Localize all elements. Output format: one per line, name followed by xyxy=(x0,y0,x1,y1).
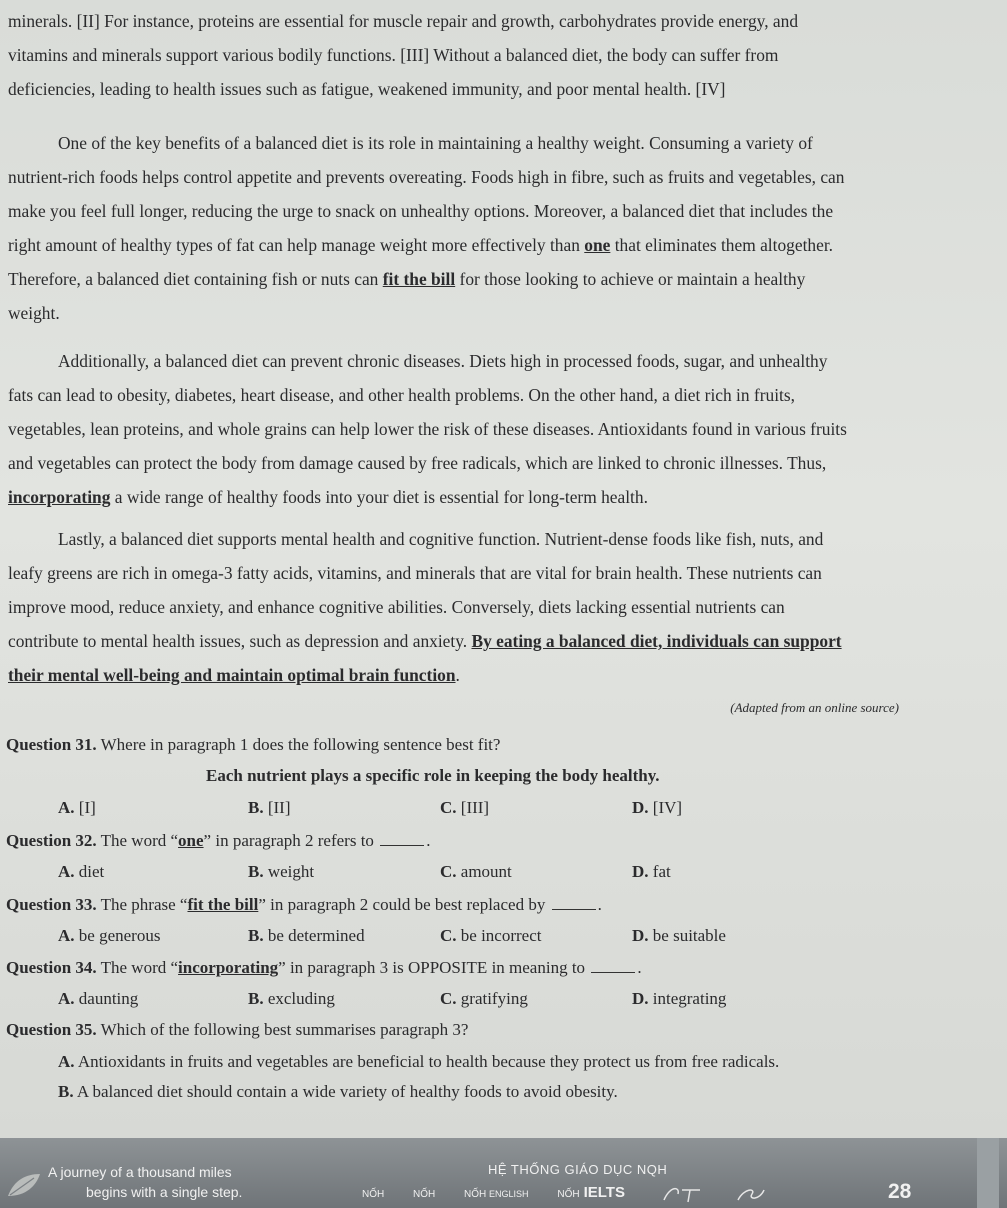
option-c[interactable]: C. [III] xyxy=(440,798,490,817)
option-d[interactable]: D. be suitable xyxy=(632,926,726,945)
answer-blank xyxy=(552,909,596,910)
text-line: vitamins and minerals support various bodily functions. [III] Without a balanced diet, the body can suffer from xyxy=(8,45,779,65)
underlined-sentence: their mental well-being and maintain optimal brain function xyxy=(8,665,456,685)
answer-blank xyxy=(380,845,424,846)
brand-logo-ielts: NỐH IELTS xyxy=(557,1184,625,1201)
option-a[interactable]: A. daunting xyxy=(58,989,139,1008)
option-d[interactable]: D. [IV] xyxy=(632,798,683,817)
footer-edge-bar xyxy=(977,1138,999,1208)
option-b[interactable]: B. A balanced diet should contain a wide variety of healthy foods to avoid obesity. xyxy=(58,1082,618,1101)
text-line: Lastly, a balanced diet supports mental health and cognitive function. Nutrient-dense foods like fish, nuts, and xyxy=(58,529,824,549)
text-line: Additionally, a balanced diet can prevent chronic diseases. Diets high in processed foods, sugar, and unhealthy xyxy=(58,351,828,371)
underlined-phrase-fit-the-bill: fit the bill xyxy=(382,269,456,289)
question-34: Question 34. The word “incorporating” in paragraph 3 is OPPOSITE in meaning to . xyxy=(6,958,642,977)
question-text: Which of the following best summarises paragraph 3? xyxy=(96,1020,469,1039)
paragraph-1 xyxy=(8,4,930,106)
text-line: fats can lead to obesity, diabetes, heart disease, and other health problems. On the other hand, a diet rich in fruits, xyxy=(8,385,795,405)
quoted-word: incorporating xyxy=(178,958,279,977)
text-line: nutrient-rich foods helps control appetite and prevents overeating. Foods high in fibre, such as fruits and vegetables, can xyxy=(8,167,845,187)
question-34-options xyxy=(58,989,958,1011)
text-line: Therefore, a balanced diet containing fish or nuts can xyxy=(8,269,383,289)
text-line: weight. xyxy=(8,303,60,323)
question-31-options xyxy=(58,798,958,820)
question-label: Question 32. xyxy=(6,831,97,850)
footer-motto xyxy=(48,1162,242,1202)
brand-logo-english: NỐH ENGLISH xyxy=(464,1189,529,1200)
question-33: Question 33. The phrase “fit the bill” in paragraph 2 could be best replaced by . xyxy=(6,895,602,914)
option-d[interactable]: D. fat xyxy=(632,862,671,881)
question-32: Question 32. The word “one” in paragraph 2 refers to . xyxy=(6,831,431,850)
option-c[interactable]: C. gratifying xyxy=(440,989,528,1008)
paragraph-3 xyxy=(8,344,930,514)
option-b[interactable]: B. excluding xyxy=(248,989,335,1008)
option-b[interactable]: B. weight xyxy=(248,862,315,881)
paragraph-4 xyxy=(8,522,930,692)
question-label: Question 35. xyxy=(6,1020,97,1039)
text-line: a wide range of healthy foods into your diet is essential for long-term health. xyxy=(110,487,648,507)
text-line: minerals. [II] For instance, proteins are essential for muscle repair and growth, carbohydrates provide energy, and xyxy=(8,11,799,31)
question-31 xyxy=(6,734,500,756)
text-line: contribute to mental health issues, such as depression and anxiety. xyxy=(8,631,472,651)
question-33-options xyxy=(58,926,958,948)
page-number: 28 xyxy=(888,1180,912,1203)
option-a[interactable]: A. Antioxidants in fruits and vegetables are beneficial to health because they protect us from free radicals. xyxy=(58,1052,780,1071)
option-b[interactable]: B. be determined xyxy=(248,926,365,945)
footer-banner xyxy=(0,1138,1007,1208)
underlined-word-one: one xyxy=(584,235,611,255)
option-c[interactable]: C. amount xyxy=(440,862,512,881)
text-line: deficiencies, leading to health issues such as fatigue, weakened immunity, and poor mental health. [IV] xyxy=(8,79,726,99)
question-32-options xyxy=(58,862,958,884)
question-35 xyxy=(6,1019,468,1041)
question-label: Question 34. xyxy=(6,958,97,977)
text-line: improve mood, reduce anxiety, and enhance cognitive abilities. Conversely, diets lacking essential nutrients can xyxy=(8,597,785,617)
quoted-phrase: fit the bill xyxy=(187,895,259,914)
question-label: Question 31. xyxy=(6,735,97,754)
text-line: vegetables, lean proteins, and whole grains can help lower the risk of these diseases. Antioxidants found in various fruits xyxy=(8,419,847,439)
text-line: leafy greens are rich in omega-3 fatty acids, vitamins, and minerals that are vital for brain health. These nutrients can xyxy=(8,563,822,583)
source-note: (Adapted from an online source) xyxy=(730,700,899,715)
underlined-sentence: By eating a balanced diet, individuals can support xyxy=(471,631,842,651)
answer-blank xyxy=(591,972,635,973)
option-a[interactable]: A. [I] xyxy=(58,798,96,817)
option-d[interactable]: D. integrating xyxy=(632,989,727,1008)
motto-line: begins with a single step. xyxy=(86,1184,243,1200)
option-c[interactable]: C. be incorrect xyxy=(440,926,542,945)
brand-logo: NỐH xyxy=(362,1189,385,1200)
tutor-logo-icon xyxy=(660,1182,780,1204)
motto-line: A journey of a thousand miles xyxy=(48,1164,232,1180)
underlined-word-incorporating: incorporating xyxy=(8,487,111,507)
question-31-sentence: Each nutrient plays a specific role in keeping the body healthy. xyxy=(206,766,660,785)
question-label: Question 33. xyxy=(6,895,97,914)
option-a[interactable]: A. diet xyxy=(58,862,105,881)
text-line: make you feel full longer, reducing the urge to snack on unhealthy options. Moreover, a balanced diet that includes the xyxy=(8,201,834,221)
brand-logo: NỐH xyxy=(413,1189,436,1200)
paragraph-2 xyxy=(8,126,930,330)
option-b[interactable]: B. [II] xyxy=(248,798,291,817)
text-line: for those looking to achieve or maintain a healthy xyxy=(455,269,806,289)
text-line: One of the key benefits of a balanced diet is its role in maintaining a healthy weight. Consuming a variety of xyxy=(58,133,813,153)
text-line: and vegetables can protect the body from damage caused by free radicals, which are linked to chronic illnesses. Thus, xyxy=(8,453,827,473)
text-line: . xyxy=(455,665,460,685)
quoted-word: one xyxy=(178,831,204,850)
text-line: right amount of healthy types of fat can help manage weight more effectively than xyxy=(8,235,585,255)
leaf-icon xyxy=(6,1170,42,1200)
option-a[interactable]: A. be generous xyxy=(58,926,161,945)
text-line: that eliminates them altogether. xyxy=(610,235,834,255)
question-text: Where in paragraph 1 does the following sentence best fit? xyxy=(96,735,501,754)
brand-logos xyxy=(362,1184,651,1201)
education-system-title: HỆ THỐNG GIÁO DỤC NQH xyxy=(488,1162,668,1177)
